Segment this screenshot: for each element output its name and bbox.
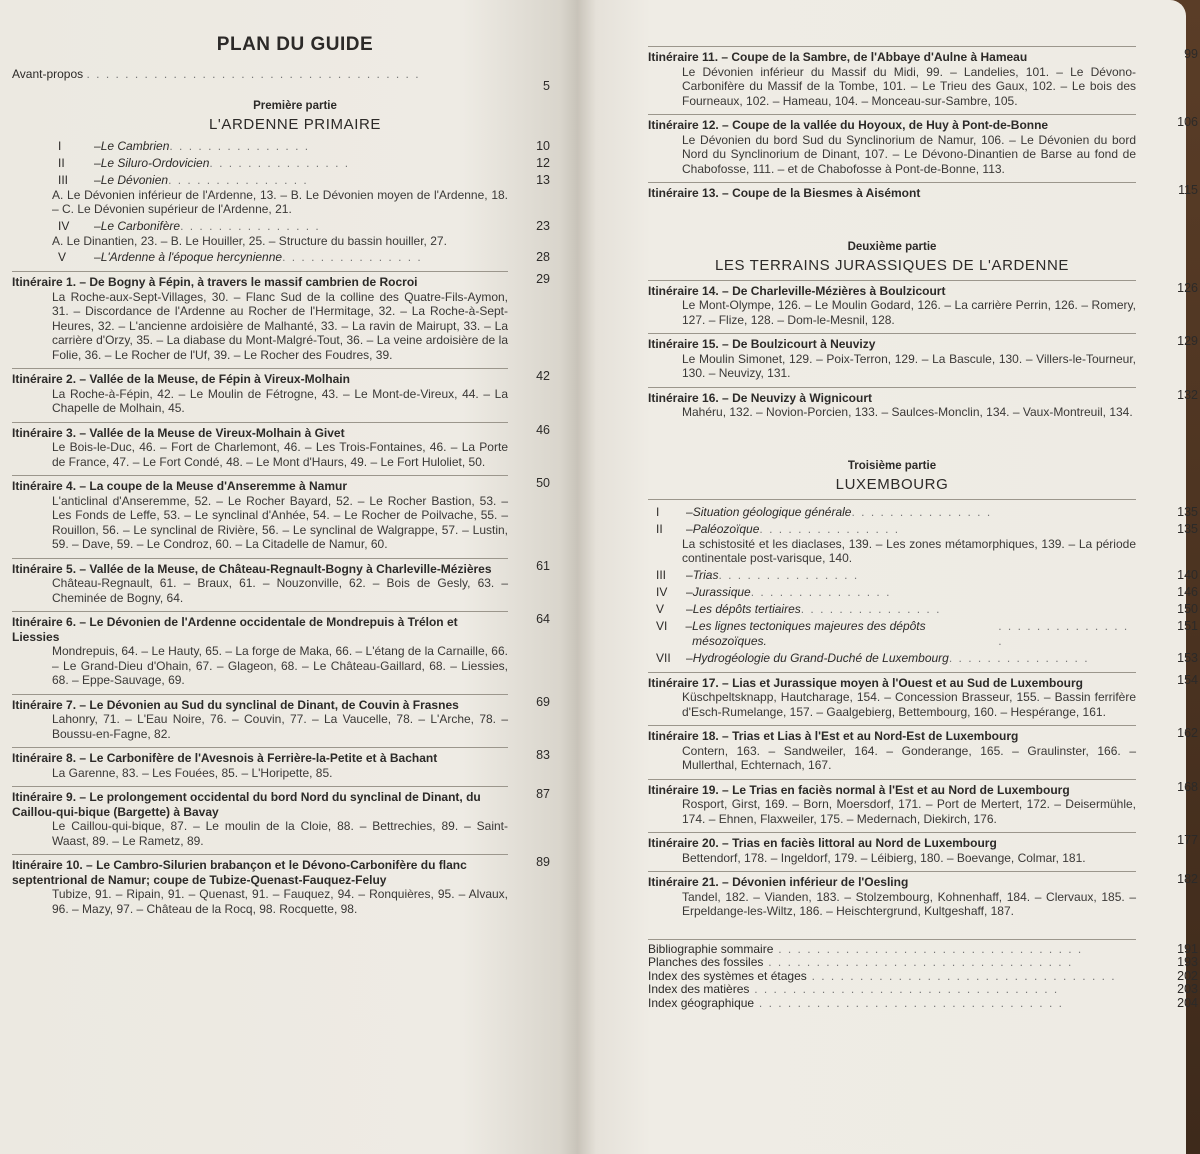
leader-dots: . . . . . . . . . . . . . . .	[948, 650, 1090, 665]
itinerary-stops: Lahonry, 71. – L'Eau Noire, 76. – Couvin, 77. – La Vaucelle, 78. – L'Arche, 78. – Boussu-en-Fagne, 82.	[52, 712, 508, 741]
leader-dots: . . . . . . . . . . . . . . .	[759, 521, 900, 536]
page-number: 83	[536, 748, 550, 762]
itinerary-title: Coupe de la vallée du Hoyoux, de Huy à Pont-de-Bonne	[732, 118, 1049, 132]
itinerary-stops: Le Mont-Olympe, 126. – Le Moulin Godard, 126. – La carrière Perrin, 126. – Romery, 127. – Flize, 128. – Dom-le-Mesnil, 128.	[682, 298, 1136, 327]
leader-dots: . . . . . . . . . . . . . . . . . . . . . . . . . . . . . . . .	[749, 982, 1059, 996]
section-entry	[12, 155, 550, 171]
page-number: 204	[1177, 995, 1198, 1010]
page-number: 28	[536, 250, 550, 264]
itinerary-stops: Le Dévonien du bord Sud du Synclinorium de Namur, 106. – Le Dévonien du bord Nord du Synclinorium de Dinant, 107. – Le Dévono-Dinantien de Barse au fond de Chabofosse, 111. – et de Chabofosse à Pont-de-Bonne, 113.	[682, 132, 1136, 176]
page-number: 150	[1177, 601, 1198, 616]
itinerary-stops: Contern, 163. – Sandweiler, 164. – Gonderange, 165. – Graulinster, 166. – Mullerthal, Echternach, 167.	[682, 743, 1136, 772]
leader-dots: . . . . . . . . . . . . . . .	[209, 155, 350, 170]
section-row: I – Situation géologique générale . . . . . . . . . . . . . . .	[648, 505, 1136, 520]
itinerary-number: Itinéraire 8.	[12, 751, 77, 765]
itinerary-title: Dévonien inférieur de l'Oesling	[732, 875, 909, 889]
page-number: 13	[536, 172, 550, 187]
section-number: I	[656, 504, 660, 519]
itinerary-stops: Rosport, Girst, 169. – Born, Moersdorf, 171. – Port de Mertert, 172. – Deisermühle, 174. – Ehnen, Flaxweiler, 175. – Medernach, Diekirch, 176.	[682, 797, 1136, 826]
section-detail: A. Le Dinantien, 23. – B. Le Houiller, 25. – Structure du bassin houiller, 27.	[52, 233, 447, 248]
itinerary-number: Itinéraire 14.	[648, 283, 719, 298]
itinerary-heading: Itinéraire 17. – Lias et Jurassique moyen à l'Ouest et au Sud de Luxembourg	[648, 675, 1084, 690]
itinerary-heading: Itinéraire 10. – Le Cambro-Silurien brabançon et le Dévono-Carbonifère du flanc septentrional de Namur; coupe de Tubize-Quenast-Fauquez-Feluy	[12, 858, 467, 887]
itinerary-stops: L'anticlinal d'Anseremme, 52. – Le Rocher Bayard, 52. – Le Rocher Bastion, 53. – Les Fonds de Leffe, 53. – Le synclinal d'Anhée, 54. – Le Rocher de Poilvache, 55. – Rouillon, 56. – Le synclinal de Rivière, 56. – Le synclinal de Walgrappe, 57. – Lustin, 59. – Dave, 59. – Le Condroz, 60. – La Citadelle de Namur, 60.	[52, 493, 508, 551]
itinerary-heading: Itinéraire 8. – Le Carbonifère de l'Avesnois à Ferrière-la-Petite et à Bachant	[12, 751, 438, 765]
section-row: V – L'Ardenne à l'époque hercynienne . . . . . . . . . . . . . . .	[12, 250, 508, 265]
page-number: 29	[536, 272, 550, 286]
page-number: 177	[1177, 833, 1198, 847]
itinerary-heading: Itinéraire 21. – Dévonien inférieur de l'Oesling	[648, 875, 909, 889]
page-number: 146	[1177, 584, 1198, 599]
itinerary-stops: Le Dévonien inférieur du Massif du Midi, 99. – Landelies, 101. – Le Dévono-Carbonifère du Massif de la Tombe, 101. – Le Trieu des Gaux, 102. – Le bois des Fourneaux, 102. – Hameau, 104. – Monceau-sur-Sambre, 105.	[682, 64, 1136, 108]
annex-entry	[648, 995, 1198, 1011]
left-page	[0, 0, 578, 1154]
itinerary-title: De Charleville-Mézières à Boulzicourt	[732, 283, 946, 298]
annex-title: Planches des fossiles	[648, 955, 764, 969]
itinerary-stops: La Roche-aux-Sept-Villages, 30. – Flanc Sud de la colline des Quatre-Fils-Aymon, 31. – Discordance de l'Ardenne au Rocher de l'Hermitage, 32. – La Roche-à-Sept-Heures, 32. – L'ancienne ardoisière de Malhanté, 33. – La ravin de Mairupt, 33. – La carrière d'Orzy, 35. – La diabase du Mont-Malgré-Tout, 36. – La veine ardoisière de la Folie, 36. – Le Rocher de l'Uf, 39. – Le Rocher des Foudres, 39.	[52, 289, 508, 362]
itinerary-number: Itinéraire 3.	[12, 425, 77, 440]
itinerary-entry	[648, 871, 1198, 919]
section-entry	[12, 250, 550, 265]
itinerary-title: Le Carbonifère de l'Avesnois à Ferrière-la-Petite et à Bachant	[89, 751, 438, 765]
itinerary-stops: Mondrepuis, 64. – Le Hauty, 65. – La forge de Maka, 66. – L'étang de la Carnaille, 66. – Le Grand-Dieu d'Ohain, 67. – Glageon, 68. – Le Château-Gaillard, 68. – Liessies, 68. – Eppe-Sauvage, 69.	[52, 644, 508, 687]
itinerary-stops: Tandel, 182. – Vianden, 183. – Stolzembourg, Kohnenhaff, 184. – Clervaux, 185. – Erpeldange-les-Wiltz, 186. – Heischtergrund, Kultgeshaff, 187.	[682, 889, 1136, 918]
part-label: Première partie	[253, 99, 337, 112]
page-number: 182	[1177, 872, 1198, 886]
page-title: PLAN DU GUIDE	[216, 34, 374, 55]
section-number: VII	[656, 650, 671, 665]
itinerary-title: Vallée de la Meuse de Vireux-Molhain à Givet	[89, 425, 345, 440]
leader-dots: . . . . . . . . . . . . . . .	[851, 504, 992, 519]
part-label: Troisième partie	[847, 459, 937, 472]
itinerary-entry	[12, 611, 550, 688]
itinerary-heading: Itinéraire 11. – Coupe de la Sambre, de l'Abbaye d'Aulne à Hameau	[648, 50, 1028, 64]
section-title: Situation géologique générale	[692, 504, 852, 519]
itinerary-title: Le Dévonien de l'Ardenne occidentale de Mondrepuis à Trélon et Liessies	[12, 615, 458, 644]
itinerary-entry	[648, 387, 1198, 420]
page-number: 153	[1177, 650, 1198, 665]
itinerary-list	[648, 46, 1198, 201]
itinerary-title: Vallée de la Meuse, de Château-Regnault-Bogny à Charleville-Mézières	[89, 561, 492, 576]
itinerary-heading: Itinéraire 1. – De Bogny à Fépin, à travers le massif cambrien de Rocroi	[12, 275, 418, 289]
page-number: 64	[536, 612, 550, 626]
section-row: VI – Les lignes tectoniques majeures des dépôts mésozoïques. . . . . . . . . . . . . . . .	[648, 619, 1136, 649]
annex-title: Index des matières	[648, 982, 750, 996]
page-number: 106	[1177, 115, 1198, 129]
leader-dots: . . . . . . . . . . . . . . . . . . . . . . . . . . . . . . . .	[773, 941, 1083, 956]
annex-entry	[648, 982, 1198, 997]
itinerary-number: Itinéraire 5.	[12, 561, 77, 576]
itinerary-entry	[12, 422, 550, 470]
section-number: II	[58, 155, 65, 170]
itinerary-entry	[648, 672, 1198, 720]
entry-label: Avant-propos	[12, 67, 84, 81]
page-number: 203	[1177, 982, 1198, 996]
section-number: V	[656, 601, 665, 616]
page-number: 10	[536, 138, 550, 153]
page-number: 46	[536, 422, 550, 437]
section-title: Jurassique	[692, 584, 751, 599]
itinerary-entry	[12, 558, 550, 606]
itinerary-title: Le Trias en faciès normal à l'Est et au Nord de Luxembourg	[732, 782, 1070, 797]
section-entry	[12, 172, 550, 217]
section-entry	[648, 521, 1198, 566]
itinerary-stops: Le Bois-le-Duc, 46. – Fort de Charlemont, 46. – Les Trois-Fontaines, 46. – La Porte de France, 47. – Le Fort Condé, 48. – Le Mont d'Haurs, 49. – Le Fort Huloliet, 50.	[52, 440, 508, 469]
itinerary-stops: Le Caillou-qui-bique, 87. – Le moulin de la Cloie, 88. – Bettrechies, 89. – Saint-Waast, 89. – Le Rametz, 89.	[52, 819, 508, 848]
leader-dots: . . . . . . . . . . . . . . .	[800, 601, 941, 616]
itinerary-title: Le Cambro-Silurien brabançon et le Dévono-Carbonifère du flanc septentrional de Namur; coupe de Tubize-Quenast-Fauquez-Feluy	[12, 858, 467, 887]
section-entry	[12, 138, 550, 154]
section-number: I	[58, 138, 62, 153]
leader-dots: . . . . . . . . . . . . . . . . . . . . . . . . . . . . . . . .	[806, 968, 1117, 983]
itinerary-stops: Château-Regnault, 61. – Braux, 61. – Nouzonville, 62. – Bois de Gesly, 63. – Cheminée de Bogny, 64.	[52, 576, 508, 605]
section-detail: A. Le Dévonien inférieur de l'Ardenne, 13. – B. Le Dévonien moyen de l'Ardenne, 18. – C. Le Dévonien supérieur de l'Ardenne, 21.	[52, 187, 508, 216]
itinerary-number: Itinéraire 16.	[648, 390, 719, 405]
itinerary-stops: Mahéru, 132. – Novion-Porcien, 133. – Saulces-Monclin, 134. – Vaux-Montreuil, 134.	[682, 405, 1133, 419]
itinerary-number: Itinéraire 13.	[648, 186, 719, 200]
itinerary-number: Itinéraire 11.	[648, 50, 719, 64]
section-title: Les dépôts tertiaires	[692, 601, 801, 616]
itinerary-heading: Itinéraire 7. – Le Dévonien au Sud du synclinal de Dinant, de Couvin à Frasnes	[12, 697, 459, 712]
page-number: 115	[1178, 183, 1198, 197]
section-row: III – Le Dévonien . . . . . . . . . . . . . . .	[12, 173, 508, 188]
section-row: II – Paléozoïque . . . . . . . . . . . . . . .	[648, 522, 1136, 537]
itinerary-heading: Itinéraire 3. – Vallée de la Meuse de Vireux-Molhain à Givet	[12, 425, 345, 440]
itinerary-stops: Küschpeltsknapp, Hautcharage, 154. – Concession Brasseur, 155. – Bassin ferrifère d'Esch-Rumelange, 157. – Gaalgebierg, Bettembourg, 160. – Hespérange, 161.	[682, 690, 1136, 719]
page-number: 129	[1177, 334, 1198, 348]
itinerary-title: Trias et Lias à l'Est et au Nord-Est de Luxembourg	[732, 729, 1019, 743]
page-number: 191	[1177, 941, 1198, 956]
avant-propos-entry	[12, 67, 550, 93]
itinerary-entry	[648, 832, 1198, 865]
itinerary-entry	[648, 725, 1198, 773]
itinerary-stops: Tubize, 91. – Ripain, 91. – Quenast, 91. – Fauquez, 94. – Ronquières, 95. – Alvaux, 96. – Mazy, 97. – Château de la Rocq, 98. Rocquette, 98.	[52, 887, 508, 916]
itinerary-number: Itinéraire 6.	[12, 615, 77, 629]
section-title: Le Dévonien	[100, 172, 169, 187]
annex-title: Index des systèmes et étages	[648, 968, 807, 983]
itinerary-entry	[648, 779, 1198, 827]
leader-dots: . . . . . . . . . . . . . . . . . . . . . . . . . . . . . . . . . . .	[86, 67, 421, 81]
annex-title: Bibliographie sommaire	[648, 941, 774, 956]
itinerary-number: Itinéraire 2.	[12, 372, 77, 386]
page-number: 5	[543, 79, 550, 93]
itinerary-number: Itinéraire 18.	[648, 729, 719, 743]
annex-entry	[648, 955, 1198, 970]
page-number: 151	[1177, 618, 1198, 633]
section-number: IV	[58, 218, 70, 233]
section-row: V – Les dépôts tertiaires . . . . . . . . . . . . . . .	[648, 602, 1136, 617]
page-number: 132	[1177, 387, 1198, 402]
leader-dots: . . . . . . . . . . . . . . . . . . . . . . . . . . . . . . . .	[763, 955, 1073, 969]
right-page	[578, 0, 1198, 1154]
page-number: 193	[1177, 955, 1198, 969]
page-number: 50	[536, 476, 550, 490]
page-number: 61	[536, 558, 550, 573]
section-detail: La schistosité et les diaclases, 139. – Les zones métamorphiques, 139. – La période continentale post-varisque, 140.	[682, 536, 1136, 565]
itinerary-heading: Itinéraire 12. – Coupe de la vallée du Hoyoux, de Huy à Pont-de-Bonne	[648, 118, 1049, 132]
itinerary-entry	[648, 333, 1198, 381]
itinerary-number: Itinéraire 15.	[648, 337, 719, 351]
itinerary-title: Vallée de la Meuse, de Fépin à Vireux-Molhain	[89, 372, 350, 386]
itinerary-stops: La Garenne, 83. – Les Fouées, 85. – L'Horipette, 85.	[52, 765, 333, 780]
section-row: VII – Hydrogéologie du Grand-Duché de Luxembourg . . . . . . . . . . . . . . .	[648, 651, 1136, 666]
itinerary-heading: Itinéraire 20. – Trias en faciès littoral au Nord de Luxembourg	[648, 836, 997, 850]
itinerary-title: La coupe de la Meuse d'Anseremme à Namur	[89, 479, 347, 493]
leader-dots: . . . . . . . . . . . . . . . . . . . . . . . . . . . . . . . .	[754, 995, 1064, 1010]
annex-list	[648, 939, 1198, 1011]
section-number: IV	[656, 584, 668, 599]
page-number: 89	[536, 855, 550, 869]
itinerary-entry	[12, 747, 550, 780]
itinerary-title: De Boulzicourt à Neuvizy	[732, 337, 876, 351]
itinerary-heading: Itinéraire 18. – Trias et Lias à l'Est et au Nord-Est de Luxembourg	[648, 729, 1019, 743]
itinerary-number: Itinéraire 10.	[12, 858, 83, 872]
leader-dots: . . . . . . . . . . . . . . .	[282, 250, 423, 264]
itinerary-heading: Itinéraire 2. – Vallée de la Meuse, de Fépin à Vireux-Molhain	[12, 372, 350, 386]
page-number: 69	[536, 694, 550, 709]
itinerary-number: Itinéraire 17.	[648, 675, 719, 690]
leader-dots: . . . . . . . . . . . . . . .	[169, 138, 310, 153]
page-number: 87	[536, 787, 550, 801]
section-title: Hydrogéologie du Grand-Duché de Luxembourg	[692, 650, 949, 665]
itinerary-number: Itinéraire 21.	[648, 875, 719, 889]
itinerary-heading: Itinéraire 5. – Vallée de la Meuse, de Château-Regnault-Bogny à Charleville-Mézières	[12, 561, 492, 576]
itinerary-heading: Itinéraire 9. – Le prolongement occidental du bord Nord du synclinal de Dinant, du Caillou-qui-bique (Bargette) à Bavay	[12, 790, 481, 819]
itinerary-entry	[12, 475, 550, 552]
page-number: 126	[1177, 280, 1198, 295]
itinerary-heading: Itinéraire 14. – De Charleville-Mézières à Boulzicourt	[648, 283, 946, 298]
itinerary-list	[648, 280, 1198, 420]
itinerary-title: De Neuvizy à Wignicourt	[732, 390, 872, 405]
section-entry	[648, 601, 1198, 617]
itinerary-entry	[12, 786, 550, 848]
itinerary-entry	[12, 368, 550, 416]
page-number: 162	[1177, 726, 1198, 740]
page-number: 140	[1177, 567, 1198, 582]
itinerary-title: Le prolongement occidental du bord Nord du synclinal de Dinant, du Caillou-qui-bique (Bargette) à Bavay	[12, 790, 481, 819]
page-number: 42	[536, 369, 550, 383]
part-title: LUXEMBOURG	[835, 475, 949, 493]
page-number: 154	[1177, 672, 1198, 687]
section-row: IV – Le Carbonifère . . . . . . . . . . . . . . .	[12, 219, 508, 234]
section-title: Les lignes tectoniques majeures des dépôts mésozoïques.	[692, 618, 926, 648]
itinerary-number: Itinéraire 1.	[12, 275, 77, 289]
itinerary-stops: La Roche-à-Fépin, 42. – Le Moulin de Fétrogne, 43. – Le Mont-de-Vireux, 44. – La Chapelle de Molhain, 45.	[52, 386, 508, 415]
section-title: Le Siluro-Ordovicien	[100, 155, 210, 170]
itinerary-list	[648, 672, 1198, 919]
itinerary-number: Itinéraire 7.	[12, 697, 77, 712]
itinerary-title: De Bogny à Fépin, à travers le massif cambrien de Rocroi	[89, 275, 418, 289]
page-number: 202	[1177, 968, 1198, 983]
section-entry	[648, 650, 1198, 666]
itinerary-stops: Le Moulin Simonet, 129. – Poix-Terron, 129. – La Bascule, 130. – Villers-le-Tourneur, 130. – Neuvizy, 131.	[682, 351, 1136, 380]
section-number: II	[656, 521, 663, 536]
itinerary-entry	[12, 694, 550, 742]
itinerary-number: Itinéraire 4.	[12, 479, 77, 493]
section-title: Le Carbonifère	[100, 218, 181, 233]
itinerary-heading: Itinéraire 19. – Le Trias en faciès normal à l'Est et au Nord de Luxembourg	[648, 782, 1070, 797]
annex-entry	[648, 941, 1198, 957]
section-row: II – Le Siluro-Ordovicien . . . . . . . . . . . . . . .	[12, 156, 508, 171]
itinerary-entry	[648, 182, 1198, 201]
section-entry	[12, 218, 550, 249]
itinerary-entry	[648, 114, 1198, 176]
itinerary-stops: Bettendorf, 178. – Ingeldorf, 179. – Léibierg, 180. – Boevange, Colmar, 181.	[682, 850, 1086, 865]
itinerary-title: Le Dévonien au Sud du synclinal de Dinant, de Couvin à Frasnes	[89, 697, 459, 712]
page-number: 135	[1177, 504, 1198, 519]
section-entry	[648, 567, 1198, 583]
part-title: L'ARDENNE PRIMAIRE	[208, 115, 382, 133]
leader-dots: . . . . . . . . . . . . . . .	[998, 618, 1129, 648]
section-entry	[648, 584, 1198, 600]
itinerary-heading: Itinéraire 15. – De Boulzicourt à Neuvizy	[648, 337, 876, 351]
part-title: LES TERRAINS JURASSIQUES DE L'ARDENNE	[714, 256, 1070, 274]
section-number: III	[656, 567, 667, 582]
section-row: I – Le Cambrien . . . . . . . . . . . . . . .	[12, 139, 508, 154]
page-number: 135	[1177, 521, 1198, 536]
section-list	[12, 138, 550, 266]
annex-entry	[648, 968, 1198, 984]
itinerary-heading: Itinéraire 6. – Le Dévonien de l'Ardenne occidentale de Mondrepuis à Trélon et Liessies	[12, 615, 458, 644]
section-title: L'Ardenne à l'époque hercynienne	[100, 250, 283, 264]
annex-title: Index géographique	[648, 995, 755, 1010]
itinerary-entry	[648, 280, 1198, 328]
itinerary-title: Coupe de la Sambre, de l'Abbaye d'Aulne à Hameau	[731, 50, 1028, 64]
leader-dots: . . . . . . . . . . . . . . .	[180, 218, 321, 233]
itinerary-number: Itinéraire 9.	[12, 790, 77, 804]
section-entry	[648, 618, 1198, 649]
section-list	[648, 499, 1198, 666]
leader-dots: . . . . . . . . . . . . . . .	[750, 584, 891, 599]
page-number: 23	[536, 218, 550, 233]
itinerary-title: Trias en faciès littoral au Nord de Luxembourg	[732, 836, 997, 850]
section-number: V	[58, 250, 67, 264]
page-number: 99	[1184, 47, 1198, 61]
part-label: Deuxième partie	[847, 240, 937, 253]
section-row: IV – Jurassique . . . . . . . . . . . . . . .	[648, 585, 1136, 600]
leader-dots: . . . . . . . . . . . . . . .	[168, 172, 309, 187]
itinerary-entry	[12, 854, 550, 916]
itinerary-title: Lias et Jurassique moyen à l'Ouest et au Sud de Luxembourg	[732, 675, 1084, 690]
itinerary-title: Coupe de la Biesmes à Aisémont	[732, 186, 921, 200]
page-number: 168	[1177, 779, 1198, 794]
section-title: Le Cambrien	[100, 138, 170, 153]
leader-dots: . . . . . . . . . . . . . . .	[718, 567, 859, 582]
page-number: 12	[536, 155, 550, 170]
section-number: III	[58, 172, 69, 187]
section-row: III – Trias . . . . . . . . . . . . . . .	[648, 568, 1136, 583]
section-title: Paléozoïque	[692, 521, 760, 536]
itinerary-heading: Itinéraire 16. – De Neuvizy à Wignicourt	[648, 390, 872, 405]
itinerary-number: Itinéraire 12.	[648, 118, 719, 132]
itinerary-entry	[648, 46, 1198, 108]
itinerary-list	[12, 271, 550, 916]
itinerary-heading: Itinéraire 13. – Coupe de la Biesmes à Aisémont	[648, 186, 921, 200]
itinerary-number: Itinéraire 19.	[648, 782, 719, 797]
section-entry	[648, 504, 1198, 520]
itinerary-heading: Itinéraire 4. – La coupe de la Meuse d'Anseremme à Namur	[12, 479, 347, 493]
section-number: VI	[656, 618, 668, 633]
section-title: Trias	[692, 567, 719, 582]
itinerary-number: Itinéraire 20.	[648, 836, 719, 850]
itinerary-entry	[12, 271, 550, 362]
